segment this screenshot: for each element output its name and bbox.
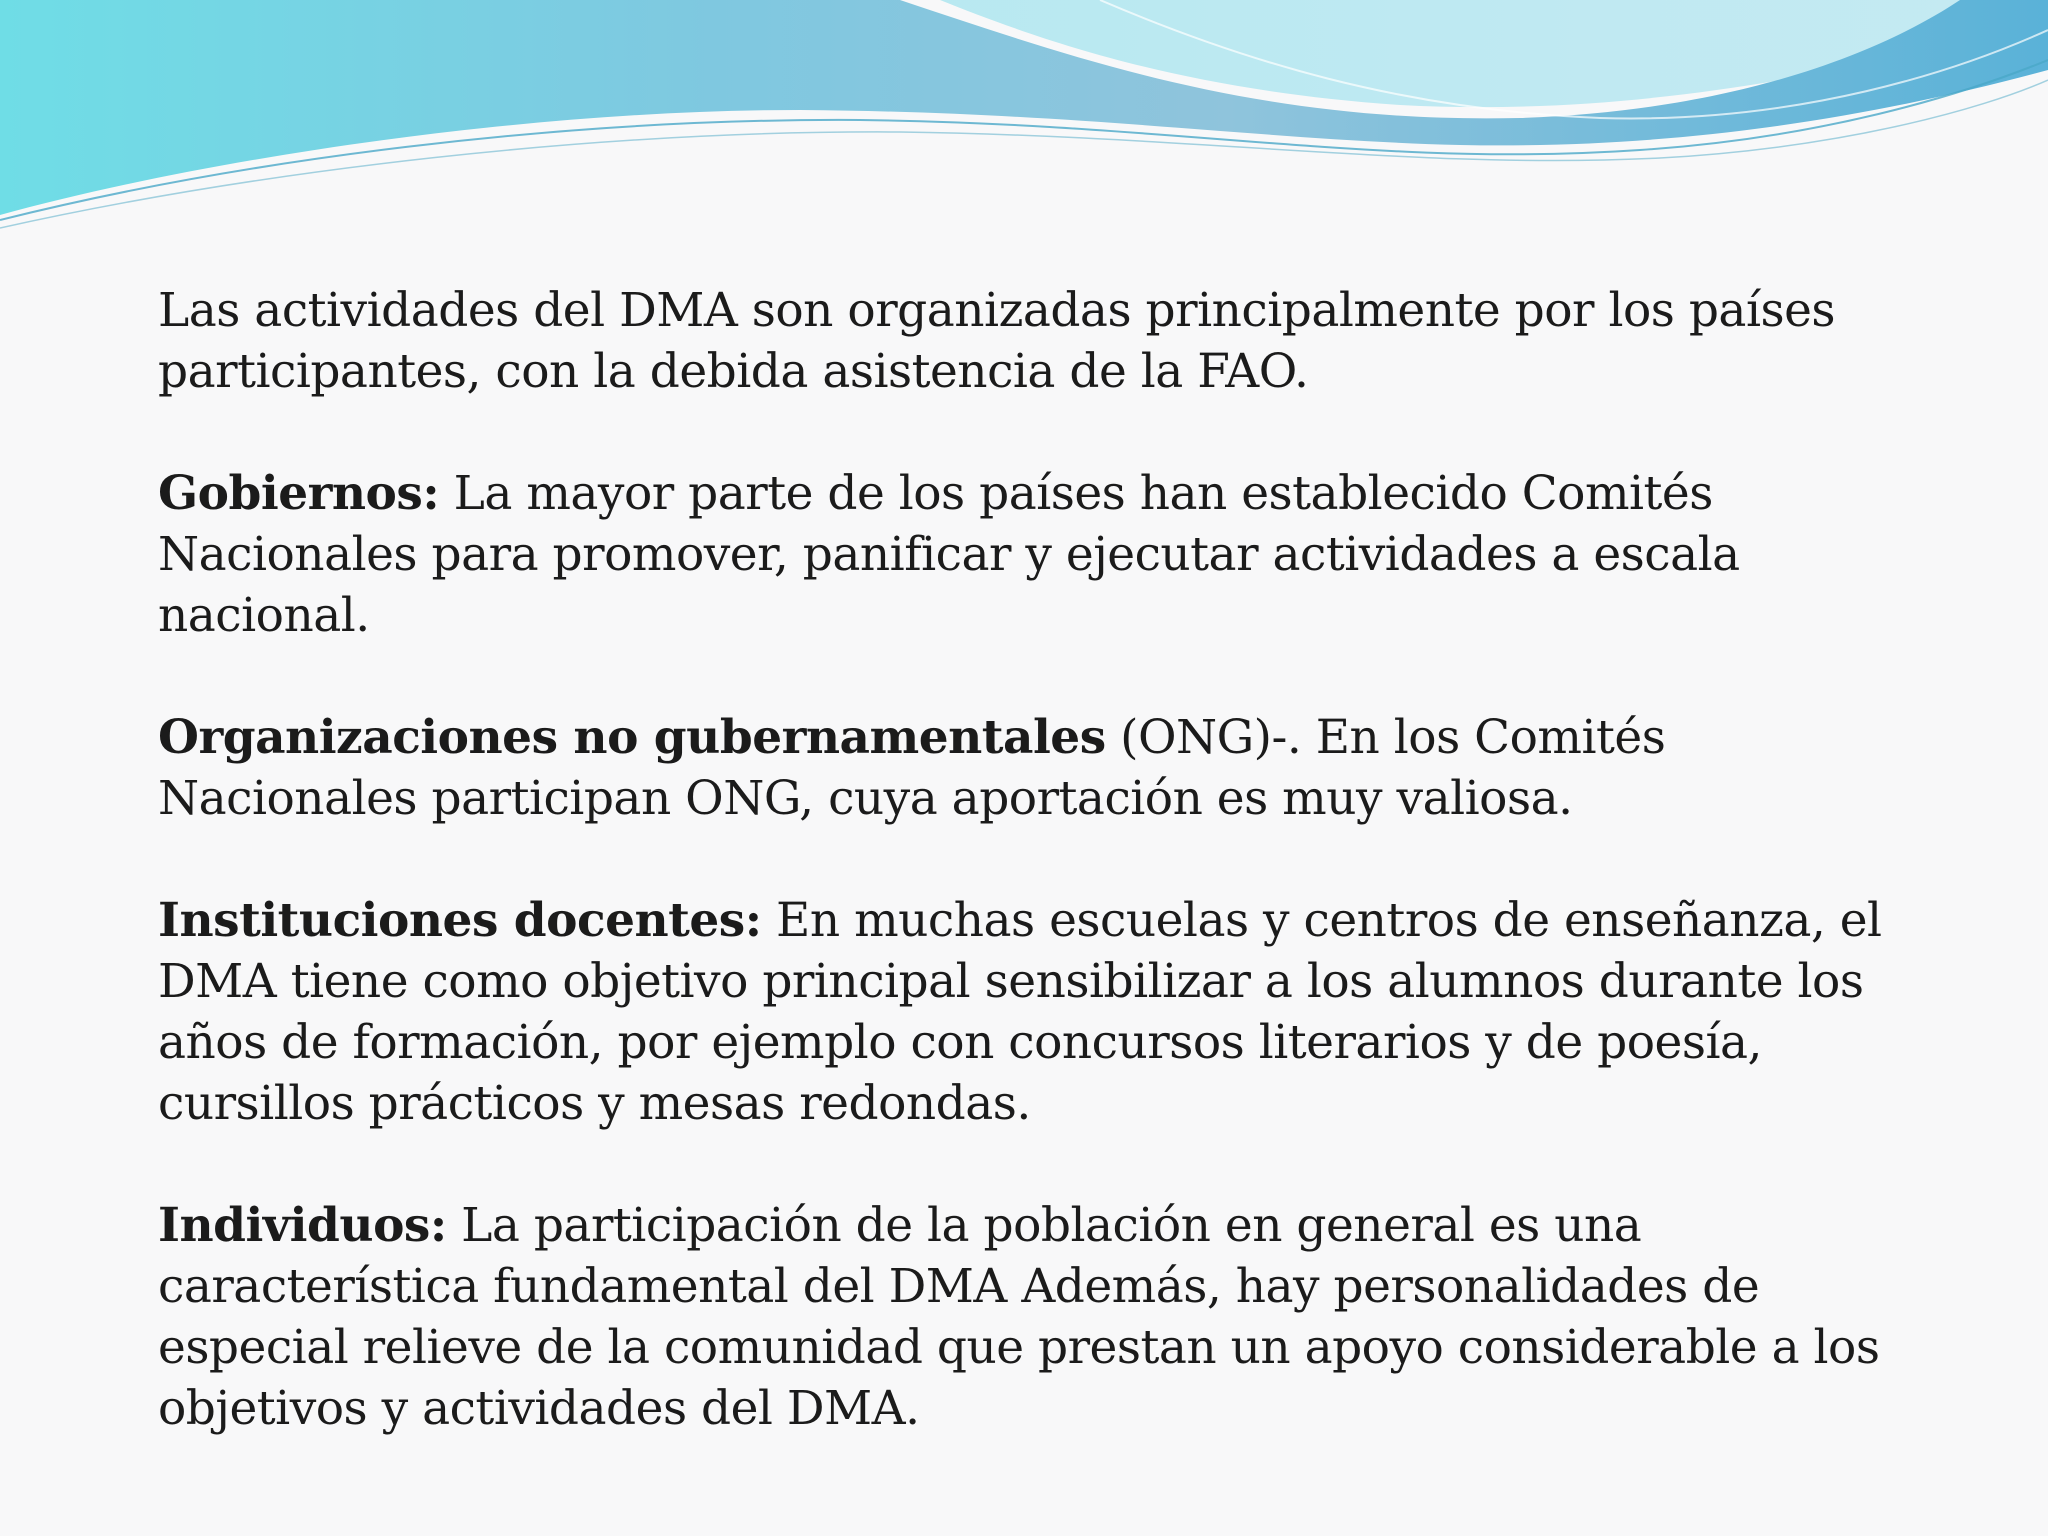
paragraph-ong [158,707,1898,829]
paragraph-text: En muchas escuelas y centros de enseñanza, el DMA tiene como objetivo principal sensibilizar a los alumnos durante los años de formación, por ejemplo con concursos literarios y de poesía, cursillos prácticos y mesas redondas. [158,893,1882,1131]
paragraph-lead: Gobiernos: [158,466,440,521]
paragraph-lead: Instituciones docentes: [158,893,762,948]
paragraph-intro [158,280,1898,402]
paragraph-text: (ONG)-. En los Comités Nacionales participan ONG, cuya aportación es muy valiosa. [158,710,1666,826]
paragraph-instituciones [158,890,1898,1134]
paragraph-individuos [158,1195,1898,1439]
paragraph-lead: Individuos: [158,1198,447,1253]
paragraph-gobiernos [158,463,1898,646]
decorative-wave-header [0,0,2048,240]
paragraph-text: La mayor parte de los países han establecido Comités Nacionales para promover, panificar y ejecutar actividades a escala nacional. [158,466,1740,643]
paragraph-lead: Organizaciones no gubernamentales [158,710,1106,765]
paragraph-text: La participación de la población en general es una característica fundamental del DMA Además, hay personalidades de especial relieve de la comunidad que prestan un apoyo considerable a los objetivos y actividades del DMA. [158,1198,1880,1436]
slide-body [158,280,1898,1439]
paragraph-text: Las actividades del DMA son organizadas principalmente por los países participantes, con la debida asistencia de la FAO. [158,283,1836,399]
